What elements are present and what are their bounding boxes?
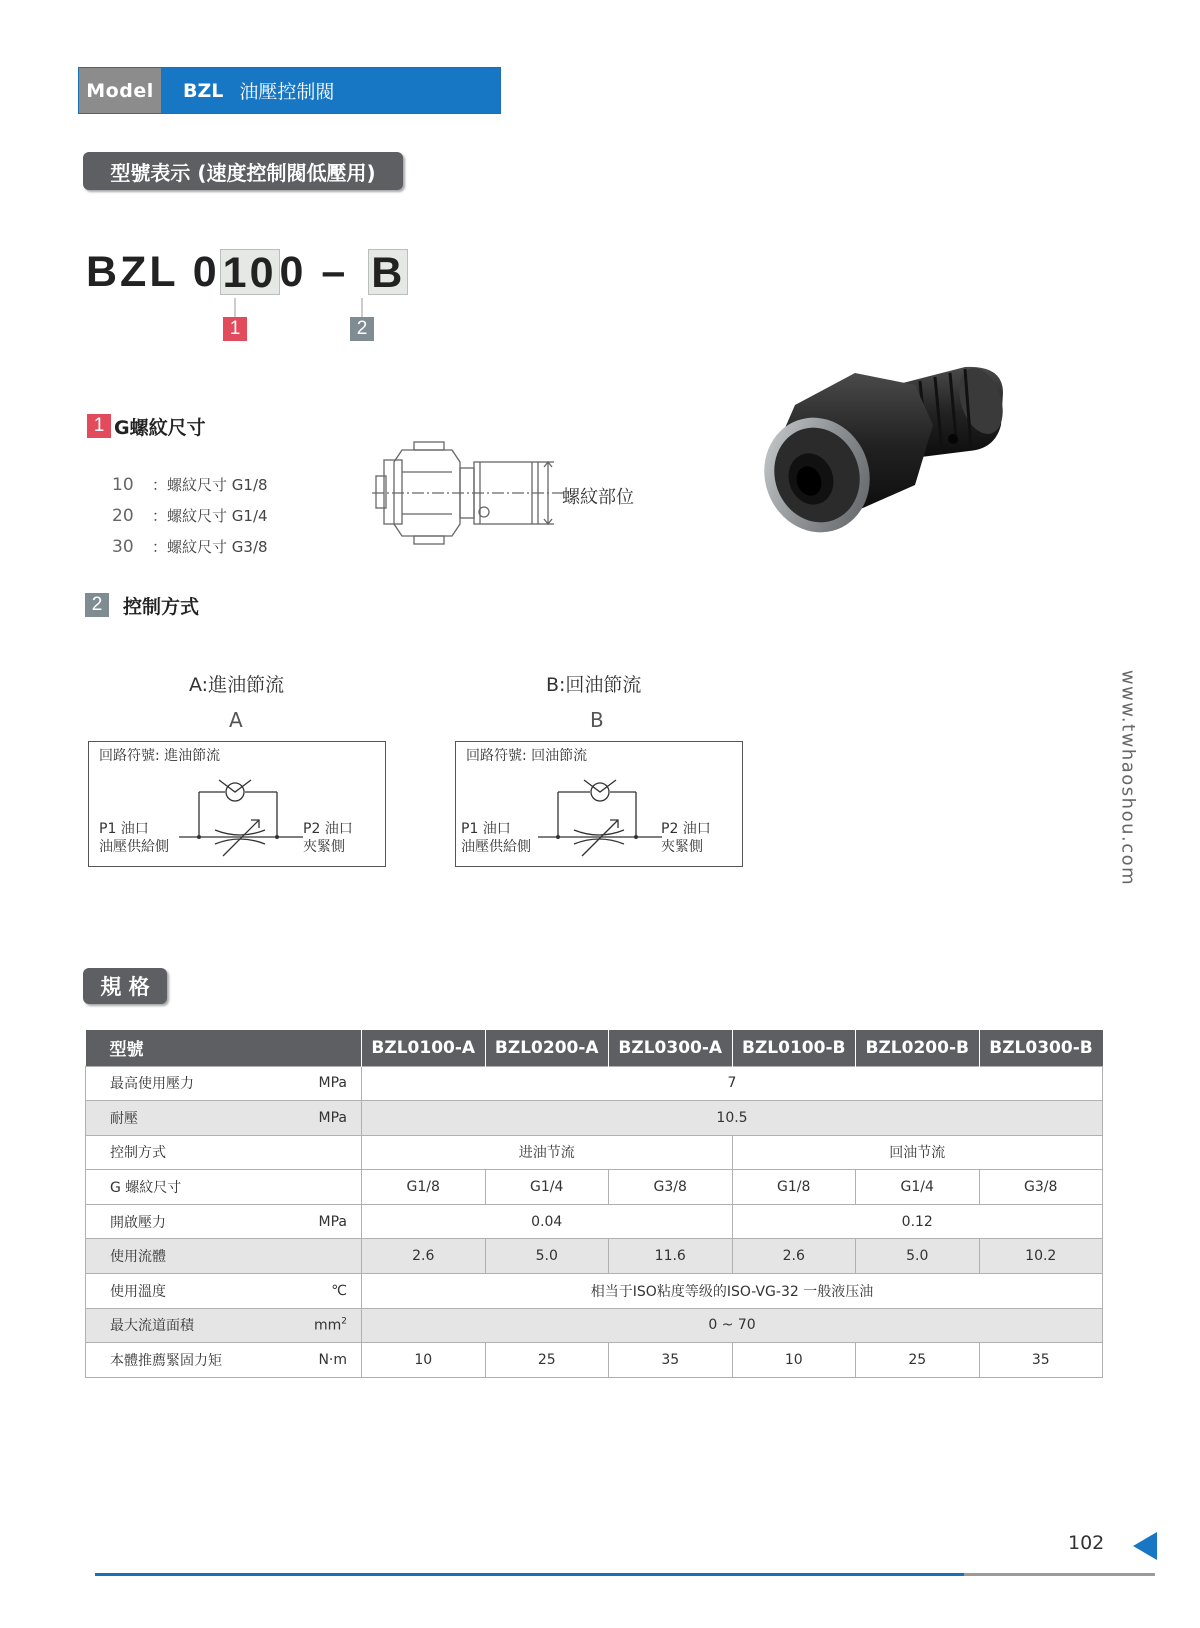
circuit-a <box>88 741 386 867</box>
table-header-cell: BZL0200-A <box>485 1030 609 1066</box>
page-number: 102 <box>1068 1532 1105 1554</box>
table-header-cell: BZL0100-B <box>732 1030 856 1066</box>
code-thread-box: 10 <box>220 249 280 295</box>
thread-badge: 1 <box>87 414 111 438</box>
table-header-cell: 型號 <box>86 1030 362 1066</box>
code-badge-1: 1 <box>223 317 247 341</box>
circuit-b-symbol: 回路符號: 回油節流 <box>466 748 588 764</box>
table-header-cell: BZL0100-A <box>362 1030 486 1066</box>
control-heading: 控制方式 <box>123 596 200 618</box>
param-cell: G 螺紋尺寸 <box>86 1170 362 1205</box>
value-cell: 进油节流 <box>362 1135 733 1170</box>
value-cell: G1/8 <box>732 1170 856 1205</box>
table-row <box>86 1066 1103 1101</box>
control-a-title: A:進油節流 <box>189 674 285 696</box>
value-cell: 2.6 <box>732 1239 856 1274</box>
value-cell: 10 <box>362 1343 486 1378</box>
circuit-a-symbol: 回路符號: 進油節流 <box>99 748 221 764</box>
table-row <box>86 1204 1103 1239</box>
param-cell: 本體推薦緊固力矩 N·m <box>86 1343 362 1378</box>
table-header-cell: BZL0300-A <box>609 1030 733 1066</box>
value-cell: G1/4 <box>485 1170 609 1205</box>
value-cell: G1/4 <box>856 1170 980 1205</box>
model-series: BZL <box>183 79 224 102</box>
list-item: 20 ：螺紋尺寸 G1/4 <box>112 506 268 526</box>
value-cell: 回油节流 <box>732 1135 1103 1170</box>
value-cell: 0.04 <box>362 1204 733 1239</box>
value-cell: 相当于ISO粘度等级的ISO-VG-32 一般液压油 <box>362 1274 1103 1309</box>
param-cell: 使用流體 <box>86 1239 362 1274</box>
table-row <box>86 1170 1103 1205</box>
control-a-letter: A <box>229 708 243 732</box>
value-cell: G3/8 <box>609 1170 733 1205</box>
table-row <box>86 1239 1103 1274</box>
watermark-text: www.twhaoshou.com <box>1117 669 1139 887</box>
circuit-b-p1: P1 油口 <box>461 821 511 837</box>
param-cell: 最大流道面積 $mm^2$ <box>86 1308 362 1343</box>
circuit-b-p2: P2 油口 <box>661 821 711 837</box>
spec-table <box>85 1030 1103 1378</box>
param-cell: 使用溫度 ℃ <box>86 1274 362 1309</box>
circuit-b-p2-desc: 夾緊側 <box>661 839 703 855</box>
table-header-cell: BZL0300-B <box>979 1030 1103 1066</box>
circuit-b <box>455 741 743 867</box>
value-cell: 10.2 <box>979 1239 1103 1274</box>
section-model-code-title: 型號表示 (速度控制閥低壓用) <box>83 152 403 190</box>
param-cell: 最高使用壓力 MPa <box>86 1066 362 1101</box>
param-cell: 控制方式 <box>86 1135 362 1170</box>
model-title <box>161 68 500 113</box>
value-cell: G3/8 <box>979 1170 1103 1205</box>
website-watermark <box>1118 668 1138 888</box>
value-cell: 25 <box>485 1343 609 1378</box>
table-header-cell: BZL0200-B <box>856 1030 980 1066</box>
value-cell: 35 <box>979 1343 1103 1378</box>
page-arrow-icon <box>1133 1532 1157 1560</box>
footer-divider <box>95 1573 1155 1576</box>
circuit-a-symbol-graphic <box>179 778 303 862</box>
value-cell: 5.0 <box>485 1239 609 1274</box>
list-item: 10 ：螺紋尺寸 G1/8 <box>112 475 268 495</box>
model-header-bar <box>78 67 501 114</box>
value-cell: 11.6 <box>609 1239 733 1274</box>
table-header-row <box>86 1030 1103 1066</box>
control-b-letter: B <box>590 708 604 732</box>
model-tag: Model <box>79 68 161 113</box>
value-cell: 0.12 <box>732 1204 1103 1239</box>
section-spec-title: 規 格 <box>83 968 167 1004</box>
value-cell: 10 <box>732 1343 856 1378</box>
param-cell: 開啟壓力 MPa <box>86 1204 362 1239</box>
param-cell: 耐壓 MPa <box>86 1101 362 1136</box>
table-row <box>86 1274 1103 1309</box>
code-badge-2: 2 <box>350 317 374 341</box>
value-cell: 5.0 <box>856 1239 980 1274</box>
value-cell: 10.5 <box>362 1101 1103 1136</box>
thread-size-list <box>112 470 268 563</box>
code-mid: 0 – <box>279 247 349 296</box>
table-row <box>86 1308 1103 1343</box>
code-control-box: B <box>368 249 408 295</box>
value-cell: G1/8 <box>362 1170 486 1205</box>
control-badge: 2 <box>85 593 109 617</box>
circuit-a-p2: P2 油口 <box>303 821 353 837</box>
table-row <box>86 1343 1103 1378</box>
code-prefix: BZL 0 <box>86 247 220 296</box>
value-cell: 35 <box>609 1343 733 1378</box>
value-cell: 0 ~ 70 <box>362 1308 1103 1343</box>
product-photo <box>755 355 1015 545</box>
thread-heading: G螺紋尺寸 <box>114 417 206 439</box>
model-name: 油壓控制閥 <box>239 81 335 103</box>
circuit-a-p1-desc: 油壓供給側 <box>99 839 169 855</box>
control-b-title: B:回油節流 <box>546 674 642 696</box>
value-cell: 2.6 <box>362 1239 486 1274</box>
thread-location-label: 螺紋部位 <box>562 487 634 508</box>
model-code <box>86 246 408 298</box>
table-row <box>86 1135 1103 1170</box>
circuit-a-p1: P1 油口 <box>99 821 149 837</box>
value-cell: 25 <box>856 1343 980 1378</box>
table-row <box>86 1101 1103 1136</box>
circuit-a-p2-desc: 夾緊側 <box>303 839 345 855</box>
valve-outline-drawing <box>372 438 572 558</box>
value-cell: 7 <box>362 1066 1103 1101</box>
circuit-b-p1-desc: 油壓供給側 <box>461 839 531 855</box>
circuit-b-symbol-graphic <box>538 778 662 862</box>
list-item: 30 ：螺紋尺寸 G3/8 <box>112 537 268 557</box>
